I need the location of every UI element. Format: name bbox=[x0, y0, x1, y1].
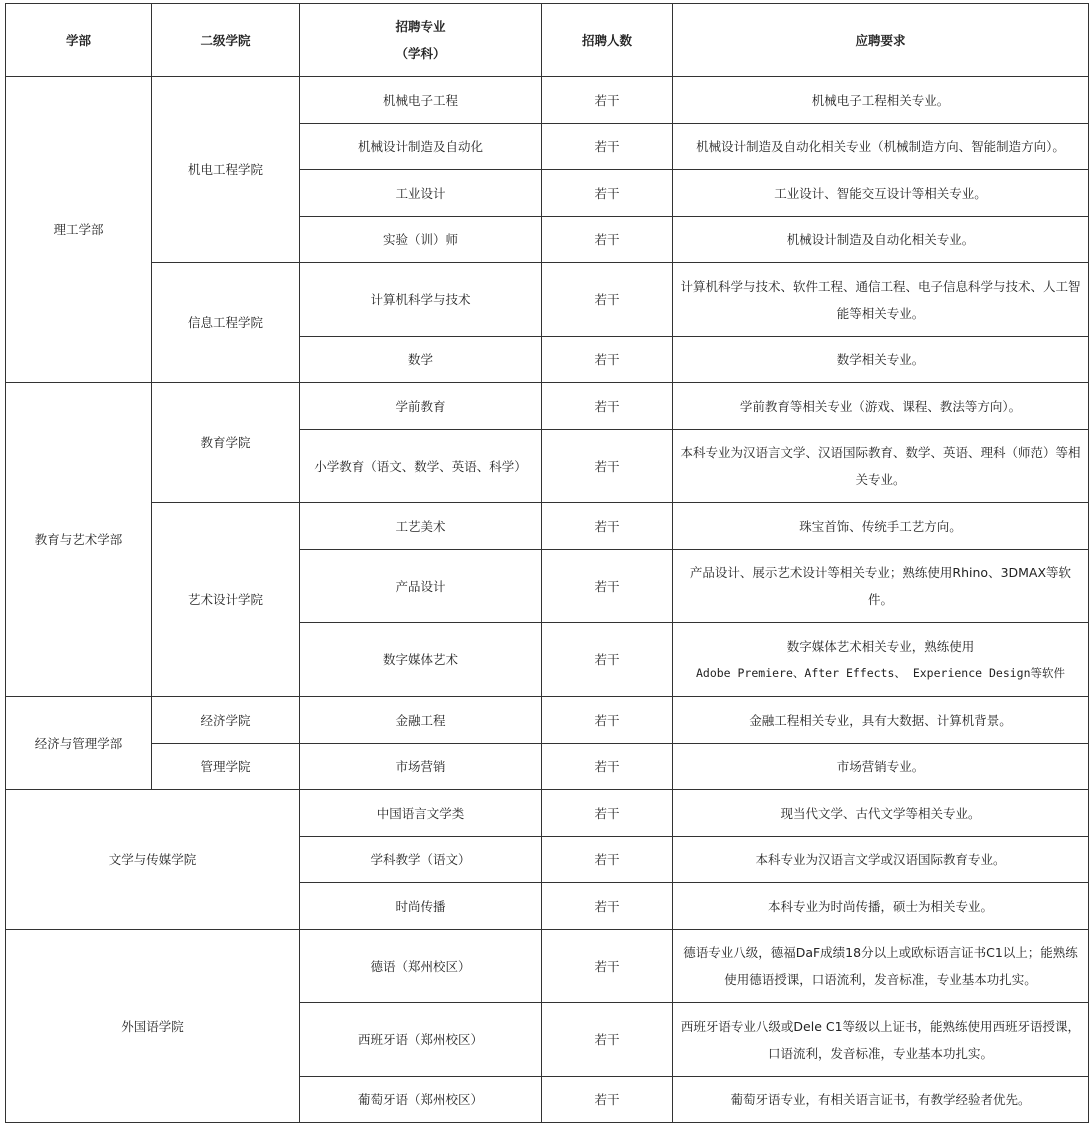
count-cell: 若干 bbox=[542, 1003, 673, 1077]
table-header-row bbox=[6, 4, 1089, 77]
college-cell: 机电工程学院 bbox=[152, 77, 300, 263]
dept-cell: 经济与管理学部 bbox=[6, 697, 152, 790]
count-cell: 若干 bbox=[542, 383, 673, 430]
req-cell: 西班牙语专业八级或Dele C1等级以上证书，能熟练使用西班牙语授课，口语流利，发音标准，专业基本功扎实。 bbox=[673, 1003, 1089, 1077]
header-dept: 学部 bbox=[6, 4, 152, 77]
table-row bbox=[6, 77, 1089, 124]
count-cell: 若干 bbox=[542, 790, 673, 837]
major-cell: 实验（训）师 bbox=[300, 217, 542, 263]
college-cell: 信息工程学院 bbox=[152, 263, 300, 383]
count-cell: 若干 bbox=[542, 170, 673, 217]
table-row bbox=[6, 930, 1089, 1003]
table-row bbox=[6, 697, 1089, 744]
req-cell: 珠宝首饰、传统手工艺方向。 bbox=[673, 503, 1089, 550]
major-cell: 时尚传播 bbox=[300, 883, 542, 930]
college-cell: 教育学院 bbox=[152, 383, 300, 503]
major-cell: 中国语言文学类 bbox=[300, 790, 542, 837]
header-count: 招聘人数 bbox=[542, 4, 673, 77]
major-cell: 工艺美术 bbox=[300, 503, 542, 550]
req-cell: 机械设计制造及自动化相关专业。 bbox=[673, 217, 1089, 263]
header-major-line2: （学科） bbox=[395, 46, 446, 61]
table-row bbox=[6, 383, 1089, 430]
major-cell: 西班牙语（郑州校区） bbox=[300, 1003, 542, 1077]
count-cell: 若干 bbox=[542, 217, 673, 263]
recruitment-table bbox=[5, 3, 1089, 1123]
req-cell: 葡萄牙语专业，有相关语言证书，有教学经验者优先。 bbox=[673, 1077, 1089, 1123]
major-cell: 数字媒体艺术 bbox=[300, 623, 542, 697]
count-cell: 若干 bbox=[542, 883, 673, 930]
dept-cell: 外国语学院 bbox=[6, 930, 300, 1123]
count-cell: 若干 bbox=[542, 550, 673, 623]
table-row bbox=[6, 503, 1089, 550]
req-line: Adobe Premiere、After Effects、 Experience Design等软件 bbox=[695, 665, 1066, 680]
req-cell: 产品设计、展示艺术设计等相关专业；熟练使用Rhino、3DMAX等软件。 bbox=[673, 550, 1089, 623]
major-cell: 金融工程 bbox=[300, 697, 542, 744]
major-cell: 学科教学（语文） bbox=[300, 837, 542, 883]
major-cell: 产品设计 bbox=[300, 550, 542, 623]
major-cell: 市场营销 bbox=[300, 744, 542, 790]
major-cell: 机械电子工程 bbox=[300, 77, 542, 124]
header-major bbox=[300, 4, 542, 77]
req-cell: 本科专业为汉语言文学或汉语国际教育专业。 bbox=[673, 837, 1089, 883]
req-cell: 机械设计制造及自动化相关专业（机械制造方向、智能制造方向）。 bbox=[673, 124, 1089, 170]
dept-cell: 教育与艺术学部 bbox=[6, 383, 152, 697]
req-cell: 数学相关专业。 bbox=[673, 337, 1089, 383]
college-cell: 艺术设计学院 bbox=[152, 503, 300, 697]
count-cell: 若干 bbox=[542, 837, 673, 883]
count-cell: 若干 bbox=[542, 744, 673, 790]
major-cell: 德语（郑州校区） bbox=[300, 930, 542, 1003]
college-cell: 管理学院 bbox=[152, 744, 300, 790]
major-cell: 计算机科学与技术 bbox=[300, 263, 542, 337]
count-cell: 若干 bbox=[542, 430, 673, 503]
dept-cell: 理工学部 bbox=[6, 77, 152, 383]
major-cell: 工业设计 bbox=[300, 170, 542, 217]
count-cell: 若干 bbox=[542, 124, 673, 170]
req-cell: 本科专业为时尚传播，硕士为相关专业。 bbox=[673, 883, 1089, 930]
req-cell bbox=[673, 623, 1089, 697]
req-cell: 计算机科学与技术、软件工程、通信工程、电子信息科学与技术、人工智能等相关专业。 bbox=[673, 263, 1089, 337]
table-row bbox=[6, 790, 1089, 837]
req-cell: 工业设计、智能交互设计等相关专业。 bbox=[673, 170, 1089, 217]
major-cell: 学前教育 bbox=[300, 383, 542, 430]
header-req: 应聘要求 bbox=[673, 4, 1089, 77]
college-cell: 经济学院 bbox=[152, 697, 300, 744]
count-cell: 若干 bbox=[542, 697, 673, 744]
req-cell: 学前教育等相关专业（游戏、课程、教法等方向）。 bbox=[673, 383, 1089, 430]
dept-cell: 文学与传媒学院 bbox=[6, 790, 300, 930]
major-cell: 葡萄牙语（郑州校区） bbox=[300, 1077, 542, 1123]
req-cell: 本科专业为汉语言文学、汉语国际教育、数学、英语、理科（师范）等相关专业。 bbox=[673, 430, 1089, 503]
count-cell: 若干 bbox=[542, 503, 673, 550]
header-major-line1: 招聘专业 bbox=[395, 19, 446, 34]
major-cell: 机械设计制造及自动化 bbox=[300, 124, 542, 170]
count-cell: 若干 bbox=[542, 263, 673, 337]
header-college: 二级学院 bbox=[152, 4, 300, 77]
count-cell: 若干 bbox=[542, 1077, 673, 1123]
req-cell: 机械电子工程相关专业。 bbox=[673, 77, 1089, 124]
count-cell: 若干 bbox=[542, 77, 673, 124]
req-line: 数字媒体艺术相关专业，熟练使用 bbox=[786, 638, 975, 654]
major-cell: 小学教育（语文、数学、英语、科学） bbox=[300, 430, 542, 503]
count-cell: 若干 bbox=[542, 623, 673, 697]
req-cell: 金融工程相关专业，具有大数据、计算机背景。 bbox=[673, 697, 1089, 744]
req-cell: 德语专业八级，德福DaF成绩18分以上或欧标语言证书C1以上；能熟练使用德语授课，口语流利，发音标准，专业基本功扎实。 bbox=[673, 930, 1089, 1003]
count-cell: 若干 bbox=[542, 930, 673, 1003]
table-row bbox=[6, 263, 1089, 337]
table-row bbox=[6, 744, 1089, 790]
req-cell: 现当代文学、古代文学等相关专业。 bbox=[673, 790, 1089, 837]
req-cell: 市场营销专业。 bbox=[673, 744, 1089, 790]
major-cell: 数学 bbox=[300, 337, 542, 383]
count-cell: 若干 bbox=[542, 337, 673, 383]
